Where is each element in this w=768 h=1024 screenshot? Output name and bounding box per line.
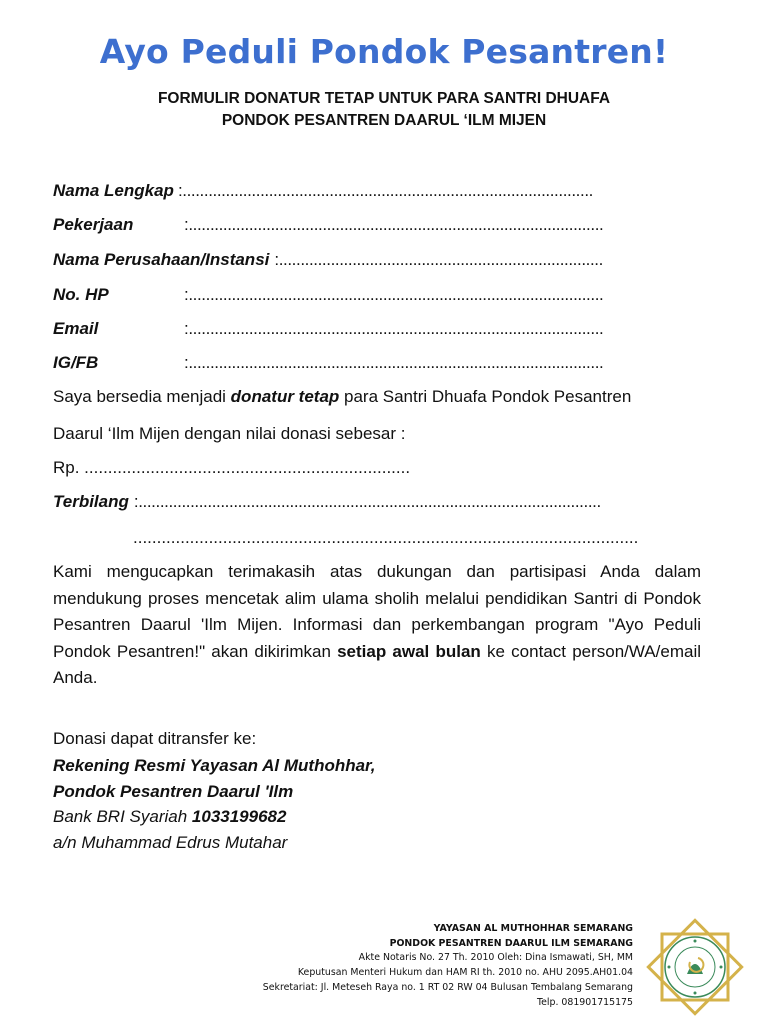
form-subtitle-1: FORMULIR DONATUR TETAP UNTUK PARA SANTRI DHUAFA bbox=[157, 90, 611, 107]
terbilang-label: Terbilang bbox=[53, 492, 129, 511]
pledge-line-2: Daarul ‘Ilm Mijen dengan nilai donasi sebesar : bbox=[53, 424, 406, 443]
ig-fb-row bbox=[53, 353, 693, 373]
account-name-line-1: Rekening Resmi Yayasan Al Muthohhar, bbox=[53, 756, 376, 775]
pekerjaan-row bbox=[53, 215, 693, 235]
footer-notary-deed: Akte Notaris No. 27 Th. 2010 Oleh: Dina Ismawati, SH, MM bbox=[358, 952, 633, 964]
page-title: Ayo Peduli Pondok Pesantren! bbox=[99, 32, 669, 71]
thank-you-text: Kami mengucapkan terimakasih atas dukungan dan partisipasi Anda dalam mendukung proses mencetak alim ulama sholih melalui pendidikan Santri di Pondok Pesantren Daarul 'Ilm Mijen. Informasi dan perkembangan program "Ayo Peduli Pondok Pesantren!" akan dikirimkan bbox=[53, 562, 701, 661]
pledge-text-pre: Saya bersedia menjadi bbox=[53, 387, 231, 406]
perusahaan-label: Nama Perusahaan/Instansi bbox=[53, 250, 270, 269]
footer-pesantren-name: PONDOK PESANTREN DAARUL ILM SEMARANG bbox=[389, 937, 633, 949]
footer-phone: Telp. 081901715175 bbox=[537, 996, 633, 1008]
ig-fb-field[interactable]: :................................................................................................ bbox=[184, 353, 604, 372]
email-row bbox=[53, 319, 693, 339]
ig-fb-label: IG/FB bbox=[53, 353, 99, 372]
bank-name: Bank BRI Syariah bbox=[53, 807, 192, 826]
perusahaan-row bbox=[53, 250, 603, 270]
footer-ministry-decree: Keputusan Menteri Hukum dan HAM RI th. 2010 no. AHU 2095.AH01.04 bbox=[297, 967, 633, 979]
account-number: 1033199682 bbox=[191, 807, 287, 826]
pledge-line-1 bbox=[53, 387, 631, 407]
foundation-seal-icon bbox=[640, 912, 750, 1022]
no-hp-field[interactable]: :................................................................................................ bbox=[184, 285, 604, 304]
terbilang-field[interactable]: :........................................................................................................... bbox=[133, 492, 601, 511]
email-field[interactable]: :................................................................................................ bbox=[184, 319, 604, 338]
terbilang-field-continued[interactable]: ........................................................................................................... bbox=[133, 528, 639, 547]
pekerjaan-field[interactable]: :................................................................................................ bbox=[184, 215, 604, 234]
no-hp-label: No. HP bbox=[53, 285, 109, 304]
organization-footer bbox=[263, 922, 633, 1010]
nama-lengkap-label: Nama Lengkap bbox=[53, 181, 174, 200]
thank-you-text-end: ke contact person/WA/email Anda. bbox=[53, 641, 701, 687]
transfer-intro: Donasi dapat ditransfer ke: bbox=[53, 729, 257, 748]
account-name-line-2: Pondok Pesantren Daarul 'Ilm bbox=[53, 782, 294, 801]
thank-you-paragraph bbox=[53, 559, 701, 692]
pledge-text-post: para Santri Dhuafa Pondok Pesantren bbox=[339, 387, 632, 406]
bank-line bbox=[53, 807, 286, 827]
rp-amount-field[interactable]: Rp. ..................................................................... bbox=[53, 458, 411, 477]
nama-lengkap-field[interactable]: :............................................................................................... bbox=[177, 181, 593, 200]
account-holder: a/n Muhammad Edrus Mutahar bbox=[53, 833, 288, 852]
form-subtitle-2: PONDOK PESANTREN DAARUL ‘ILM MIJEN bbox=[221, 112, 547, 129]
perusahaan-field[interactable]: :........................................................................... bbox=[274, 250, 603, 269]
email-label: Email bbox=[53, 319, 99, 338]
donatur-tetap-emphasis: donatur tetap bbox=[230, 387, 340, 406]
no-hp-row bbox=[53, 285, 693, 305]
setiap-awal-bulan-emphasis: setiap awal bulan bbox=[337, 641, 481, 661]
footer-foundation-name: YAYASAN AL MUTHOHHAR SEMARANG bbox=[433, 923, 633, 934]
nama-lengkap-row bbox=[53, 181, 593, 201]
footer-secretariat-address: Sekretariat: Jl. Meteseh Raya no. 1 RT 02 RW 04 Bulusan Tembalang Semarang bbox=[262, 981, 633, 993]
terbilang-row bbox=[53, 492, 601, 512]
pekerjaan-label: Pekerjaan bbox=[53, 215, 134, 234]
